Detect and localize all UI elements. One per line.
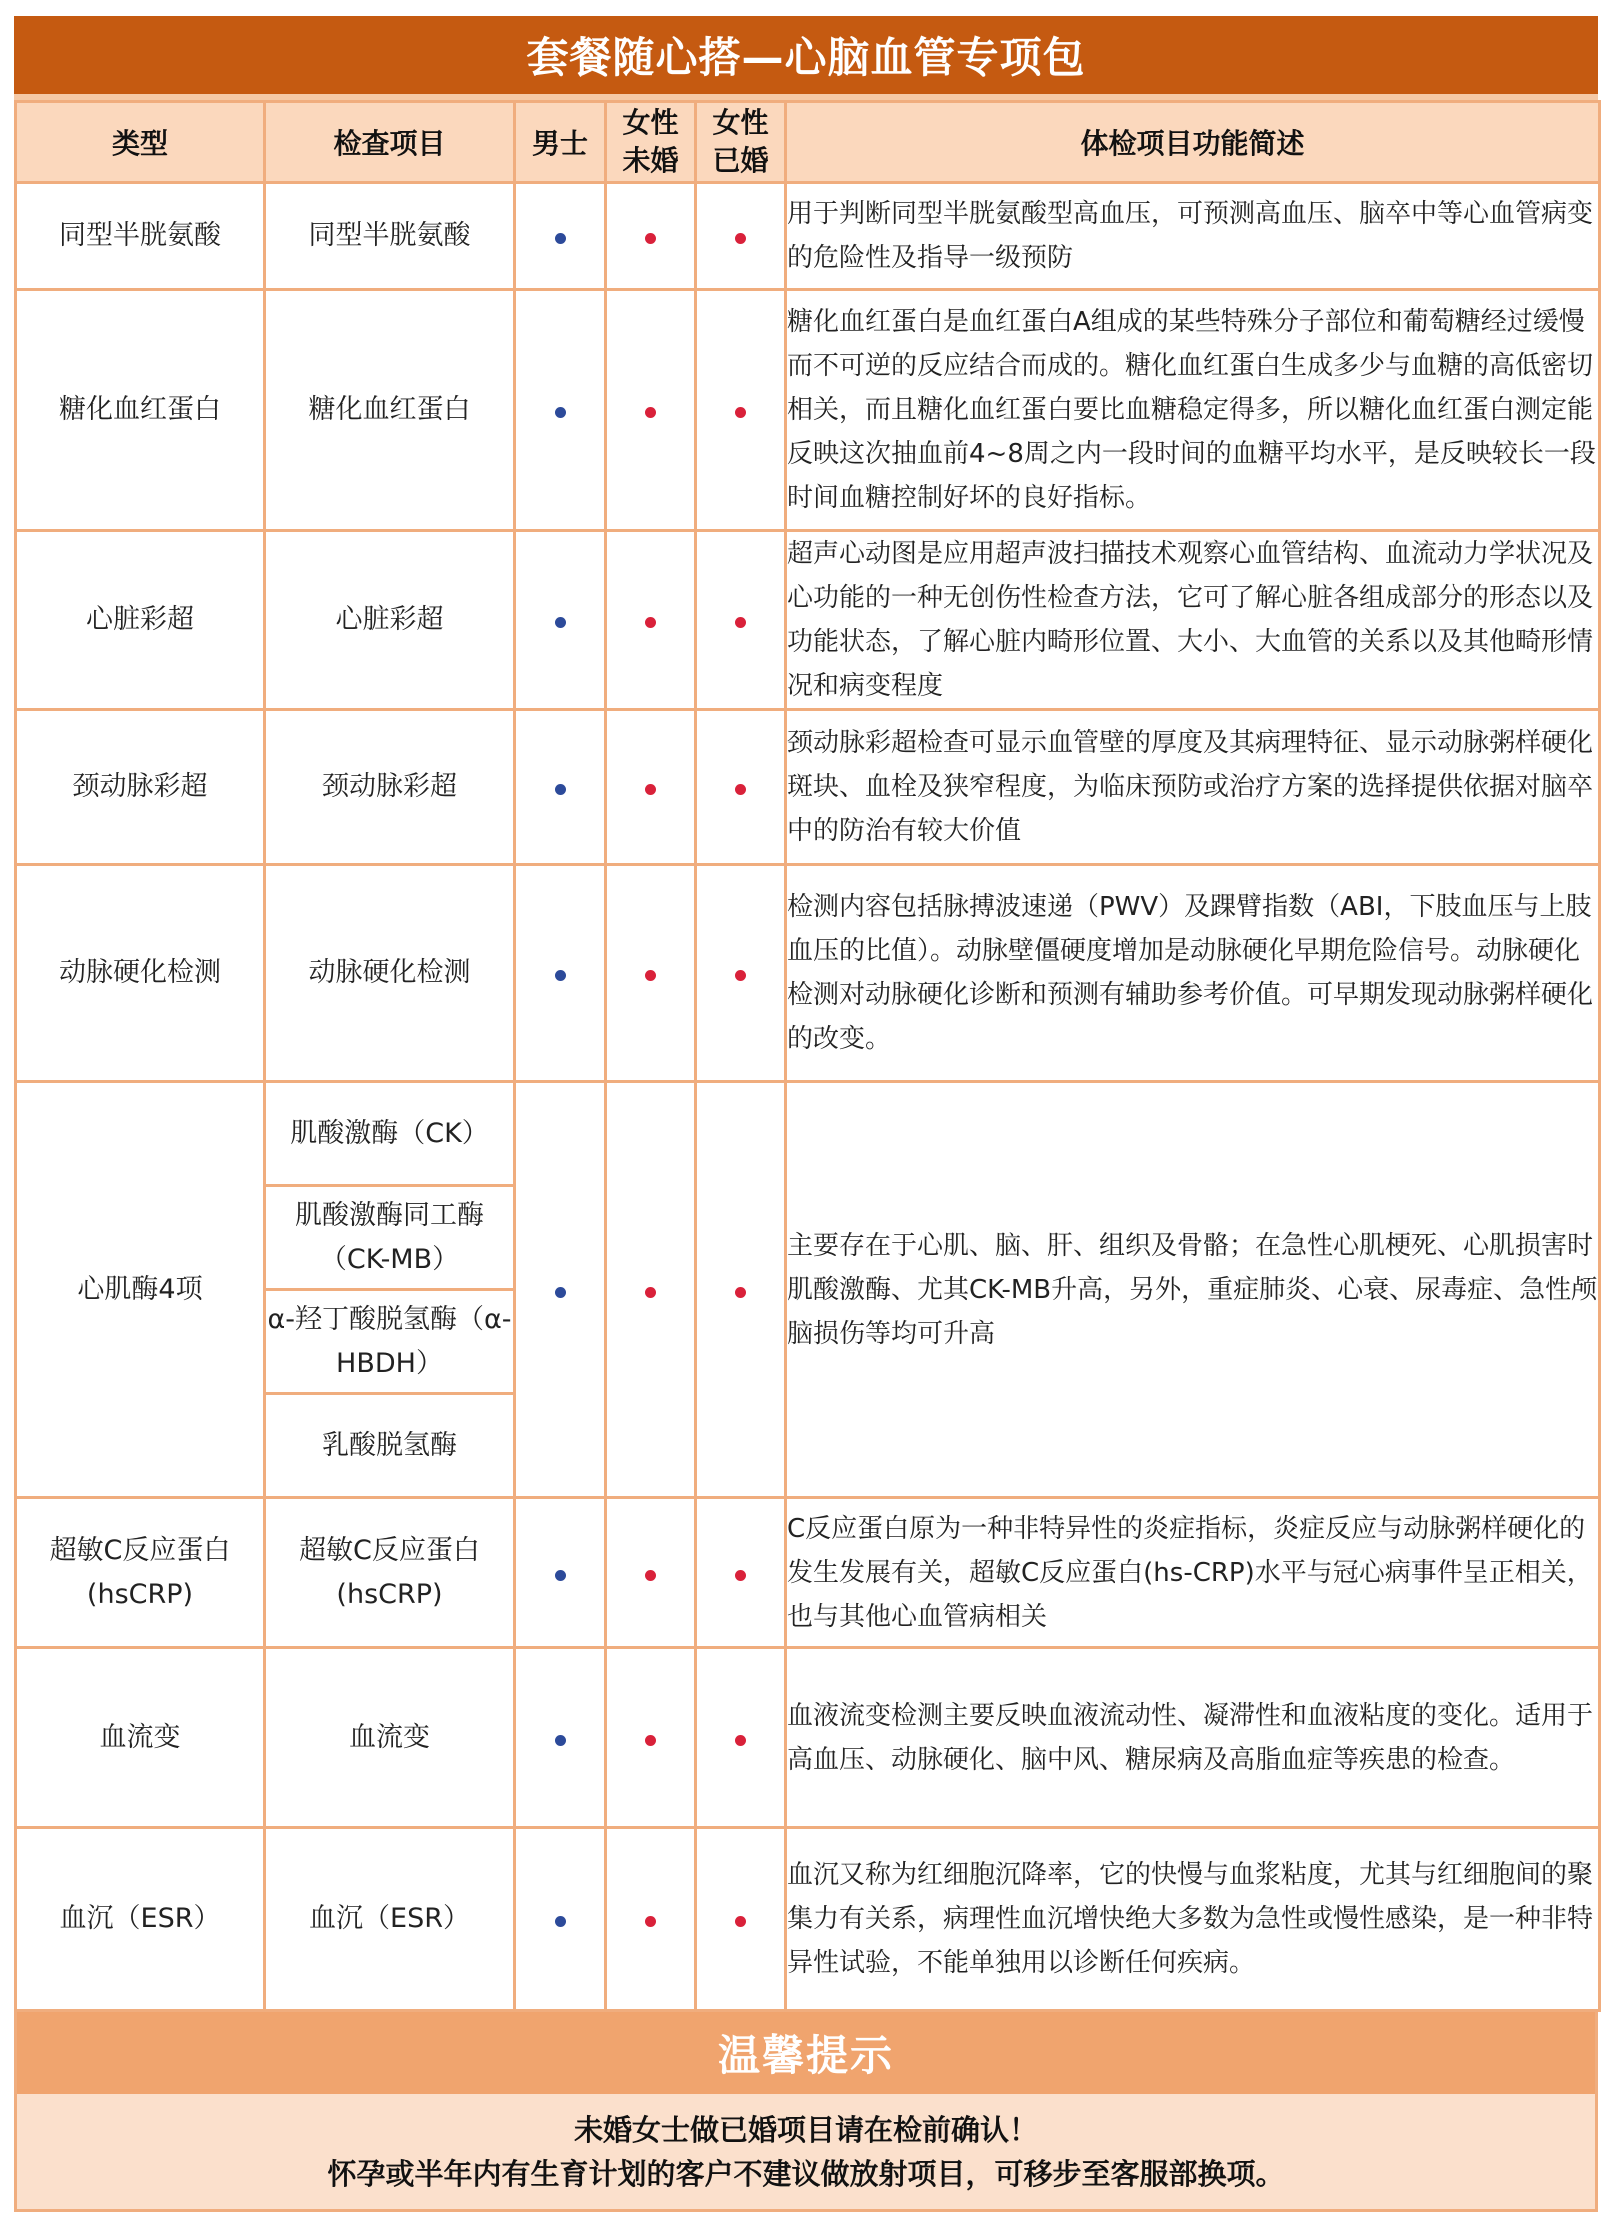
female-married-dot-cell <box>696 183 786 290</box>
header-desc: 体检项目功能简述 <box>786 102 1600 183</box>
row-type: 心脏彩超 <box>16 531 265 710</box>
table-header-row <box>16 102 1600 183</box>
female-married-dot-icon <box>735 784 746 795</box>
male-dot-cell <box>515 1498 606 1648</box>
row-desc: 主要存在于心肌、脑、肝、组织及骨骼；在急性心肌梗死、心肌损害时肌酸激酶、尤其CK-MB升高，另外，重症肺炎、心衰、尿毒症、急性颅脑损伤等均可升高 <box>786 1082 1600 1498</box>
tips-line-2: 怀孕或半年内有生育计划的客户不建议做放射项目，可移步至客服部换项。 <box>327 2156 1285 2191</box>
row-type: 血沉（ESR） <box>16 1828 265 2011</box>
female-married-dot-cell <box>696 1648 786 1828</box>
tips-title: 温馨提示 <box>14 2012 1598 2094</box>
row-desc: 超声心动图是应用超声波扫描技术观察心血管结构、血流动力学状况及心功能的一种无创伤性检查方法，它可了解心脏各组成部分的形态以及功能状态，了解心脏内畸形位置、大小、大血管的关系以及其他畸形情况和病变程度 <box>786 531 1600 710</box>
header-female-unmarried <box>606 102 696 183</box>
female-unmarried-dot-cell <box>606 1498 696 1648</box>
female-unmarried-dot-cell <box>606 710 696 865</box>
row-item: 同型半胱氨酸 <box>265 183 515 290</box>
page-title: 套餐随心搭—心脑血管专项包 <box>14 16 1598 100</box>
tips-body <box>14 2094 1598 2212</box>
exam-table <box>14 100 1601 2012</box>
table-row <box>16 865 1600 1082</box>
table-row <box>16 1828 1600 2011</box>
male-dot-cell <box>515 183 606 290</box>
female-unmarried-dot-cell <box>606 531 696 710</box>
male-dot-cell <box>515 1082 606 1498</box>
female-married-dot-icon <box>735 233 746 244</box>
female-unmarried-dot-cell <box>606 1648 696 1828</box>
table-row <box>16 1498 1600 1648</box>
male-dot-icon <box>555 784 566 795</box>
female-married-dot-cell <box>696 531 786 710</box>
female-married-dot-cell <box>696 290 786 531</box>
header-type: 类型 <box>16 102 265 183</box>
row-desc: 用于判断同型半胱氨酸型高血压，可预测高血压、脑卒中等心血管病变的危险性及指导一级预防 <box>786 183 1600 290</box>
row-item: 糖化血红蛋白 <box>265 290 515 531</box>
table-row <box>16 290 1600 531</box>
male-dot-icon <box>555 1916 566 1927</box>
male-dot-cell <box>515 865 606 1082</box>
male-dot-cell <box>515 1648 606 1828</box>
header-female-married <box>696 102 786 183</box>
female-married-dot-icon <box>735 1735 746 1746</box>
row-desc: 血液流变检测主要反映血液流动性、凝滞性和血液粘度的变化。适用于高血压、动脉硬化、脑中风、糖尿病及高脂血症等疾患的检查。 <box>786 1648 1600 1828</box>
package-sheet <box>14 16 1598 2212</box>
header-item: 检查项目 <box>265 102 515 183</box>
female-unmarried-dot-icon <box>645 1287 656 1298</box>
row-item: 血流变 <box>265 1648 515 1828</box>
table-row <box>16 1082 1600 1186</box>
male-dot-cell <box>515 531 606 710</box>
female-unmarried-dot-icon <box>645 1735 656 1746</box>
female-married-dot-icon <box>735 617 746 628</box>
row-desc: 糖化血红蛋白是血红蛋白A组成的某些特殊分子部位和葡萄糖经过缓慢而不可逆的反应结合而成的。糖化血红蛋白生成多少与血糖的高低密切相关，而且糖化血红蛋白要比血糖稳定得多，所以糖化血红蛋白测定能反映这次抽血前4~8周之内一段时间的血糖平均水平，是反映较长一段时间血糖控制好坏的良好指标。 <box>786 290 1600 531</box>
sub-item: 乳酸脱氢酶 <box>265 1394 515 1498</box>
table-row <box>16 710 1600 865</box>
row-type: 心肌酶4项 <box>16 1082 265 1498</box>
female-married-dot-icon <box>735 1916 746 1927</box>
header-male: 男士 <box>515 102 606 183</box>
row-item: 动脉硬化检测 <box>265 865 515 1082</box>
male-dot-icon <box>555 617 566 628</box>
female-married-dot-cell <box>696 1498 786 1648</box>
female-unmarried-dot-icon <box>645 617 656 628</box>
row-item: 颈动脉彩超 <box>265 710 515 865</box>
row-item: 超敏C反应蛋白(hsCRP) <box>265 1498 515 1648</box>
female-unmarried-dot-cell <box>606 290 696 531</box>
row-desc: 血沉又称为红细胞沉降率，它的快慢与血浆粘度，尤其与红细胞间的聚集力有关系，病理性血沉增快绝大多数为急性或慢性感染，是一种非特异性试验，不能单独用以诊断任何疾病。 <box>786 1828 1600 2011</box>
female-married-dot-cell <box>696 1828 786 2011</box>
female-unmarried-dot-cell <box>606 1828 696 2011</box>
female-married-dot-icon <box>735 1570 746 1581</box>
sub-item: 肌酸激酶（CK） <box>265 1082 515 1186</box>
header-female-unmarried-line1: 女性 <box>622 106 679 139</box>
female-unmarried-dot-icon <box>645 407 656 418</box>
row-desc: C反应蛋白原为一种非特异性的炎症指标，炎症反应与动脉粥样硬化的发生发展有关，超敏C反应蛋白(hs-CRP)水平与冠心病事件呈正相关，也与其他心血管病相关 <box>786 1498 1600 1648</box>
male-dot-cell <box>515 290 606 531</box>
table-row <box>16 183 1600 290</box>
sub-item: 肌酸激酶同工酶（CK-MB） <box>265 1186 515 1290</box>
row-type: 糖化血红蛋白 <box>16 290 265 531</box>
female-married-dot-icon <box>735 1287 746 1298</box>
table-row <box>16 531 1600 710</box>
female-unmarried-dot-cell <box>606 1082 696 1498</box>
header-female-married-line1: 女性 <box>712 106 769 139</box>
female-married-dot-cell <box>696 710 786 865</box>
row-desc: 颈动脉彩超检查可显示血管壁的厚度及其病理特征、显示动脉粥样硬化斑块、血栓及狭窄程度，为临床预防或治疗方案的选择提供依据对脑卒中的防治有较大价值 <box>786 710 1600 865</box>
row-type: 颈动脉彩超 <box>16 710 265 865</box>
row-type: 同型半胱氨酸 <box>16 183 265 290</box>
header-female-unmarried-line2: 未婚 <box>622 144 679 177</box>
male-dot-icon <box>555 1287 566 1298</box>
sub-item: α-羟丁酸脱氢酶（α-HBDH） <box>265 1290 515 1394</box>
tips-line-1: 未婚女士做已婚项目请在检前确认！ <box>573 2112 1038 2147</box>
female-unmarried-dot-icon <box>645 1916 656 1927</box>
female-unmarried-dot-cell <box>606 183 696 290</box>
male-dot-icon <box>555 1570 566 1581</box>
row-type: 动脉硬化检测 <box>16 865 265 1082</box>
female-married-dot-icon <box>735 407 746 418</box>
male-dot-cell <box>515 1828 606 2011</box>
male-dot-icon <box>555 970 566 981</box>
table-row <box>16 1648 1600 1828</box>
male-dot-icon <box>555 407 566 418</box>
male-dot-icon <box>555 233 566 244</box>
female-married-dot-icon <box>735 970 746 981</box>
male-dot-cell <box>515 710 606 865</box>
row-type: 血流变 <box>16 1648 265 1828</box>
female-married-dot-cell <box>696 1082 786 1498</box>
female-unmarried-dot-icon <box>645 970 656 981</box>
female-unmarried-dot-icon <box>645 1570 656 1581</box>
row-item: 心脏彩超 <box>265 531 515 710</box>
female-unmarried-dot-icon <box>645 233 656 244</box>
row-desc: 检测内容包括脉搏波速递（PWV）及踝臂指数（ABI，下肢血压与上肢血压的比值）。动脉壁僵硬度增加是动脉硬化早期危险信号。动脉硬化检测对动脉硬化诊断和预测有辅助参考价值。可早期发现动脉粥样硬化的改变。 <box>786 865 1600 1082</box>
female-married-dot-cell <box>696 865 786 1082</box>
female-unmarried-dot-cell <box>606 865 696 1082</box>
female-unmarried-dot-icon <box>645 784 656 795</box>
row-type: 超敏C反应蛋白(hsCRP) <box>16 1498 265 1648</box>
header-female-married-line2: 已婚 <box>712 144 769 177</box>
male-dot-icon <box>555 1735 566 1746</box>
row-item: 血沉（ESR） <box>265 1828 515 2011</box>
